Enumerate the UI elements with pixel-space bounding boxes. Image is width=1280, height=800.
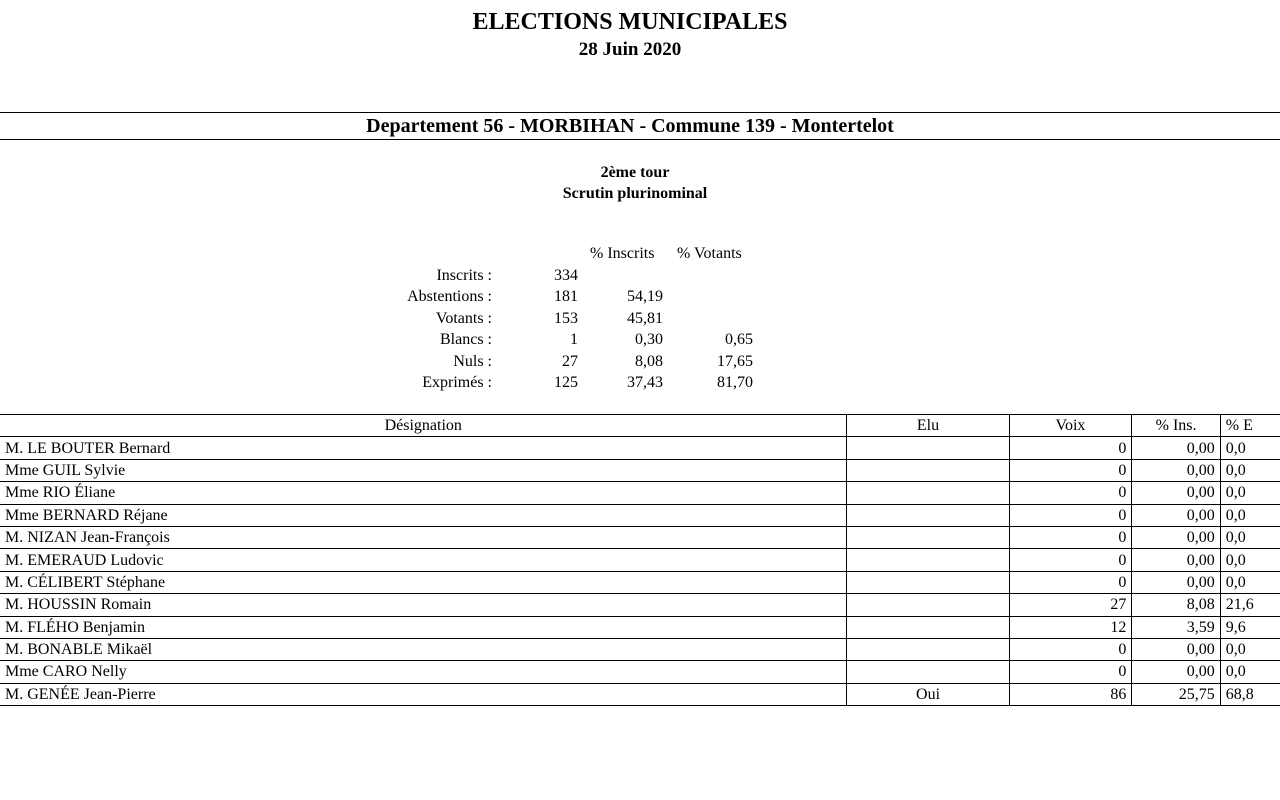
candidate-name: M. HOUSSIN Romain — [0, 594, 847, 616]
candidate-name: M. BONABLE Mikaël — [0, 638, 847, 660]
candidate-name: M. NIZAN Jean-François — [0, 526, 847, 548]
stats-label: Votants : — [435, 309, 492, 327]
stats-value: 1 — [570, 331, 578, 348]
table-row — [0, 504, 1280, 526]
vote-count: 0 — [1009, 571, 1132, 593]
election-date: 28 Juin 2020 — [578, 39, 682, 60]
pct-inscrits: 0,00 — [1132, 504, 1220, 526]
table-row — [0, 571, 1280, 593]
document-title: ELECTIONS MUNICIPALES — [472, 9, 788, 35]
pct-exprimes: 0,0 — [1220, 549, 1280, 571]
vote-count: 0 — [1009, 459, 1132, 481]
vote-count: 0 — [1009, 437, 1132, 459]
candidate-name: M. CÉLIBERT Stéphane — [0, 571, 847, 593]
candidate-name: M. EMERAUD Ludovic — [0, 549, 847, 571]
stats-pct-inscrits: 45,81 — [627, 309, 663, 327]
pct-inscrits: 0,00 — [1132, 437, 1220, 459]
stats-value: 125 — [554, 374, 578, 391]
candidate-name: M. FLÉHO Benjamin — [0, 616, 847, 638]
table-row — [0, 638, 1280, 660]
stats-label: Blancs : — [440, 331, 492, 348]
stats-pct-votants: 17,65 — [717, 352, 753, 370]
table-row — [0, 661, 1280, 683]
vote-count: 0 — [1009, 661, 1132, 683]
table-row — [0, 683, 1280, 705]
stats-pct-inscrits: 0,30 — [635, 331, 663, 348]
stats-value: 181 — [554, 288, 578, 305]
round-label: 2ème tour — [600, 164, 670, 181]
elected-flag — [847, 482, 1009, 504]
pct-inscrits: 8,08 — [1132, 594, 1220, 616]
pct-inscrits: 0,00 — [1132, 482, 1220, 504]
elected-flag — [847, 571, 1009, 593]
table-row — [0, 459, 1280, 481]
candidate-name: M. LE BOUTER Bernard — [0, 437, 847, 459]
elected-flag — [847, 437, 1009, 459]
table-row — [0, 616, 1280, 638]
pct-exprimes: 68,8 — [1220, 683, 1280, 705]
vote-count: 27 — [1009, 594, 1132, 616]
elected-flag: Oui — [847, 683, 1009, 705]
pct-inscrits: 25,75 — [1132, 683, 1220, 705]
candidate-name: Mme BERNARD Réjane — [0, 504, 847, 526]
vote-count: 0 — [1009, 526, 1132, 548]
stats-value: 334 — [554, 266, 578, 284]
elected-flag — [847, 594, 1009, 616]
stats-pct-inscrits: 37,43 — [627, 374, 663, 391]
pct-exprimes: 0,0 — [1220, 638, 1280, 660]
table-row — [0, 437, 1280, 459]
elected-flag — [847, 638, 1009, 660]
pct-exprimes: 0,0 — [1220, 459, 1280, 481]
pct-exprimes: 9,6 — [1220, 616, 1280, 638]
candidate-name: Mme RIO Éliane — [0, 482, 847, 504]
pct-inscrits: 0,00 — [1132, 459, 1220, 481]
table-row — [0, 549, 1280, 571]
header-elu: Elu — [847, 415, 1009, 437]
elected-flag — [847, 616, 1009, 638]
pct-exprimes: 0,0 — [1220, 571, 1280, 593]
stats-pct-votants: 81,70 — [717, 374, 753, 391]
elected-flag — [847, 549, 1009, 571]
pct-exprimes: 0,0 — [1220, 504, 1280, 526]
vote-count: 0 — [1009, 638, 1132, 660]
stats-pct-votants: 0,65 — [725, 331, 753, 348]
pct-exprimes: 21,6 — [1220, 594, 1280, 616]
round-info — [0, 162, 1270, 204]
pct-exprimes: 0,0 — [1220, 482, 1280, 504]
header-pct-exp: % E — [1220, 415, 1280, 437]
header-designation: Désignation — [0, 415, 847, 437]
commune-label: Departement 56 - MORBIHAN - Commune 139 - Montertelot — [366, 115, 894, 137]
commune-banner — [0, 112, 1280, 140]
elected-flag — [847, 661, 1009, 683]
candidate-name: Mme CARO Nelly — [0, 661, 847, 683]
pct-exprimes: 0,0 — [1220, 526, 1280, 548]
elected-flag — [847, 459, 1009, 481]
header-pct-ins: % Ins. — [1132, 415, 1220, 437]
results-table — [0, 414, 1280, 706]
stats-header-pct-inscrits: % Inscrits — [590, 245, 655, 262]
results-header-row — [0, 415, 1280, 437]
stats-header-pct-votants: % Votants — [677, 245, 742, 262]
pct-inscrits: 0,00 — [1132, 661, 1220, 683]
stats-value: 27 — [562, 352, 578, 370]
pct-inscrits: 0,00 — [1132, 638, 1220, 660]
stats-label: Inscrits : — [436, 266, 492, 284]
candidate-name: M. GENÉE Jean-Pierre — [0, 683, 847, 705]
stats-label: Abstentions : — [407, 288, 492, 305]
pct-inscrits: 0,00 — [1132, 526, 1220, 548]
pct-exprimes: 0,0 — [1220, 661, 1280, 683]
candidate-name: Mme GUIL Sylvie — [0, 459, 847, 481]
pct-inscrits: 0,00 — [1132, 571, 1220, 593]
scrutin-label: Scrutin plurinominal — [562, 185, 708, 202]
elected-flag — [847, 526, 1009, 548]
elected-flag — [847, 504, 1009, 526]
stats-pct-inscrits: 54,19 — [627, 288, 663, 305]
table-row — [0, 526, 1280, 548]
vote-count: 0 — [1009, 504, 1132, 526]
table-row — [0, 482, 1280, 504]
stats-label: Nuls : — [453, 352, 492, 370]
pct-exprimes: 0,0 — [1220, 437, 1280, 459]
pct-inscrits: 0,00 — [1132, 549, 1220, 571]
header-voix: Voix — [1009, 415, 1132, 437]
vote-count: 12 — [1009, 616, 1132, 638]
stats-label: Exprimés : — [422, 374, 492, 391]
document-header — [0, 8, 1260, 62]
vote-count: 86 — [1009, 683, 1132, 705]
pct-inscrits: 3,59 — [1132, 616, 1220, 638]
vote-count: 0 — [1009, 549, 1132, 571]
table-row — [0, 594, 1280, 616]
stats-value: 153 — [554, 309, 578, 327]
vote-count: 0 — [1009, 482, 1132, 504]
stats-pct-inscrits: 8,08 — [635, 352, 663, 370]
